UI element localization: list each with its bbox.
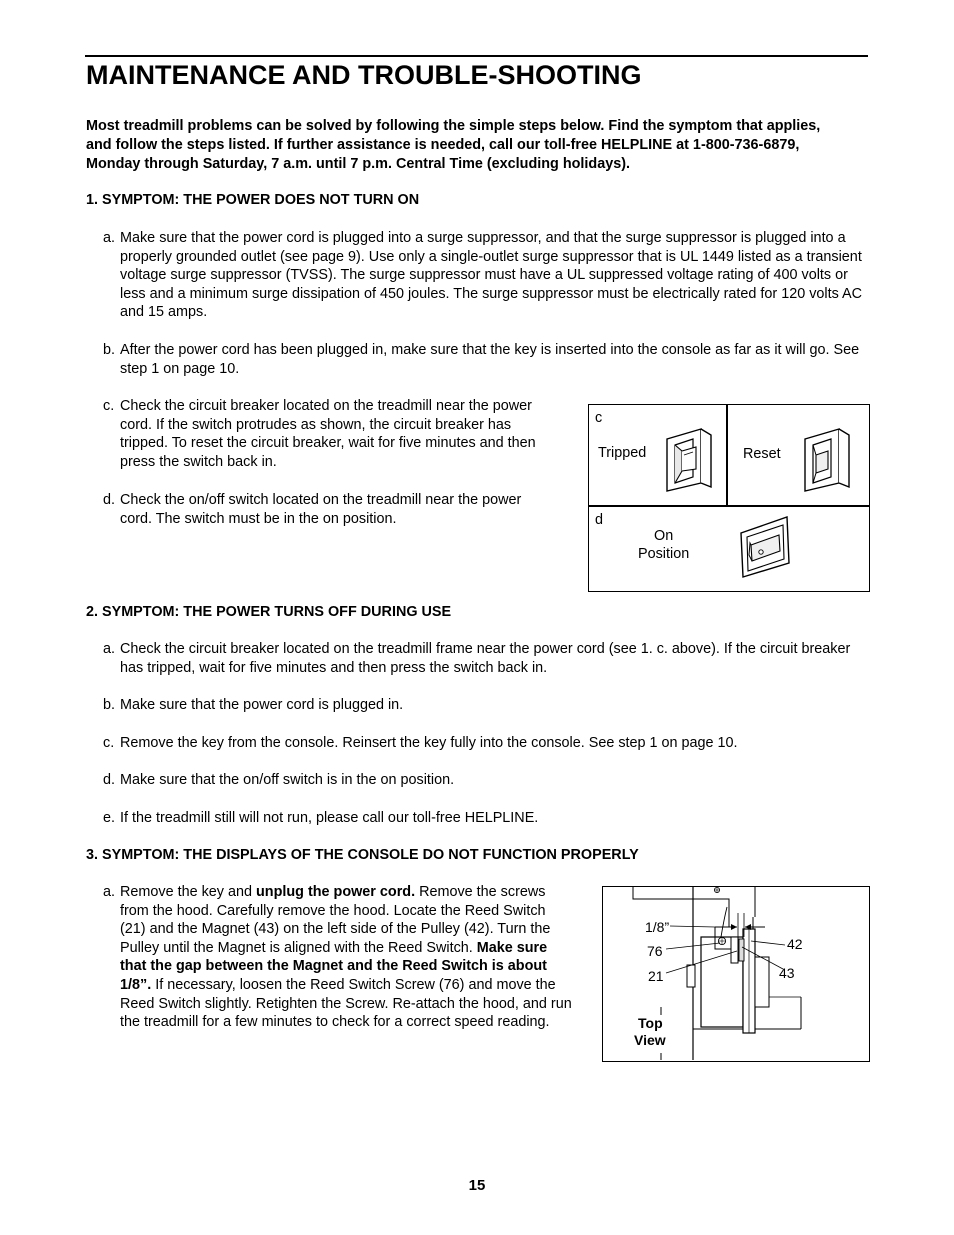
item-label: a.	[103, 230, 116, 246]
section1-heading: 1. SYMPTOM: THE POWER DOES NOT TURN ON	[86, 192, 420, 208]
position-label: Position	[638, 546, 690, 562]
reset-breaker-icon	[801, 425, 855, 495]
section2-item-b	[103, 696, 868, 715]
item-label: b.	[103, 342, 116, 358]
item-label: e.	[103, 810, 116, 826]
panel-d-letter: d	[595, 512, 604, 528]
callout-76: 76	[647, 943, 663, 959]
item-text: Make sure that the power cord is plugged into a surge suppressor, and that the surge suppressor is plugged into a properly grounded outlet (see page 9). Use only a single-outlet surge suppressor that is UL 1449 listed as a transient voltage surge suppressor (TVSS). The surge suppressor must have a UL suppressed voltage rating of 400 volts or less and a minimum surge dissipation of 450 joules. The surge suppressor must be electrically rated for 120 volts AC and 15 amps.	[120, 230, 863, 321]
item-text: Remove the key from the console. Reinsert the key fully into the console. See step 1 on page 10.	[120, 735, 738, 751]
section1-item-b	[103, 341, 868, 378]
tripped-label: Tripped	[598, 445, 647, 461]
section1-item-d	[103, 491, 540, 528]
item-label: a.	[103, 884, 116, 900]
section2-item-c	[103, 734, 868, 753]
on-label: On	[654, 528, 674, 544]
section2-item-d	[103, 771, 868, 790]
reset-label: Reset	[743, 446, 781, 462]
page-title: MAINTENANCE AND TROUBLE-SHOOTING	[86, 60, 642, 90]
text-run: Remove the key and	[120, 884, 256, 900]
item-text: Make sure that the power cord is plugged in.	[120, 697, 404, 713]
callout-42: 42	[787, 936, 803, 952]
item-label: c.	[103, 398, 115, 414]
item-label: b.	[103, 697, 116, 713]
item-label: d.	[103, 492, 116, 508]
item-text: Check the circuit breaker located on the treadmill frame near the power cord (see 1. c. above). If the circuit breaker has tripped, wait for five minutes and then press the switch back in.	[120, 641, 851, 676]
item-text: Make sure that the on/off switch is in the on position.	[120, 772, 455, 788]
item-label: c.	[103, 735, 115, 751]
section3-heading: 3. SYMPTOM: THE DISPLAYS OF THE CONSOLE DO NOT FUNCTION PROPERLY	[86, 847, 639, 863]
section1-item-a	[103, 229, 868, 322]
item-text: Check the on/off switch located on the treadmill near the power cord. The switch must be in the on position.	[120, 492, 522, 527]
item-text: If the treadmill still will not run, please call our toll-free HELPLINE.	[120, 810, 539, 826]
callout-43: 43	[779, 965, 795, 981]
tripped-breaker-icon	[663, 425, 717, 495]
section1-item-c	[103, 397, 540, 471]
reed-switch-figure	[602, 886, 870, 1062]
intro-paragraph: Most treadmill problems can be solved by following the simple steps below. Find the symptom that applies, and follow the steps listed. If further assistance is needed, call our toll-free HELPLINE at 1-800-736-6879, Monday through Saturday, 7 a.m. until 7 p.m. Central Time (excluding holidays).	[86, 118, 821, 172]
top-rule	[85, 55, 868, 57]
item-text: After the power cord has been plugged in, make sure that the key is inserted into the console as far as it will go. See step 1 on page 10.	[120, 342, 860, 377]
panel-c-letter: c	[595, 410, 603, 426]
on-off-switch-icon	[737, 515, 795, 579]
item-text: Check the circuit breaker located on the treadmill near the power cord. If the switch protrudes as shown, the circuit breaker has tripped. To reset the circuit breaker, wait for five minutes and then press the switch back in.	[120, 398, 536, 470]
figure-divider-horizontal	[589, 505, 869, 507]
text-run-bold: unplug the power cord.	[256, 884, 416, 900]
figure-divider-vertical	[726, 405, 728, 506]
gap-label: 1/8”	[645, 919, 670, 935]
callout-21: 21	[648, 968, 664, 984]
section2-heading: 2. SYMPTOM: THE POWER TURNS OFF DURING USE	[86, 604, 452, 620]
item-text	[120, 883, 575, 1032]
text-run: If necessary, loosen the Reed Switch Screw (76) and move the Reed Switch slightly. Retighten the Screw. Re-attach the hood, and run the treadmill for a few minutes to check for a correct speed reading.	[120, 976, 572, 1031]
text-run-bold: Make sure that the gap between the Magnet and the Reed Switch is about 1/8”.	[120, 939, 548, 993]
section3-item-a	[103, 883, 575, 1032]
section2-item-e	[103, 809, 868, 828]
view-label-line1: Top	[638, 1015, 663, 1031]
switch-figure	[588, 404, 870, 592]
section2-item-a	[103, 640, 868, 677]
text-run: Remove the screws from the hood. Carefully remove the hood. Locate the Reed Switch (21) and the Magnet (43) on the left side of the Pulley (42). Turn the Pulley until the Magnet is aligned with the Reed Switch.	[120, 884, 551, 956]
item-label: a.	[103, 641, 116, 657]
reed-switch-diagram	[603, 887, 868, 1060]
page-number: 15	[468, 1177, 486, 1194]
view-label-line2: View	[634, 1032, 666, 1048]
item-label: d.	[103, 772, 116, 788]
